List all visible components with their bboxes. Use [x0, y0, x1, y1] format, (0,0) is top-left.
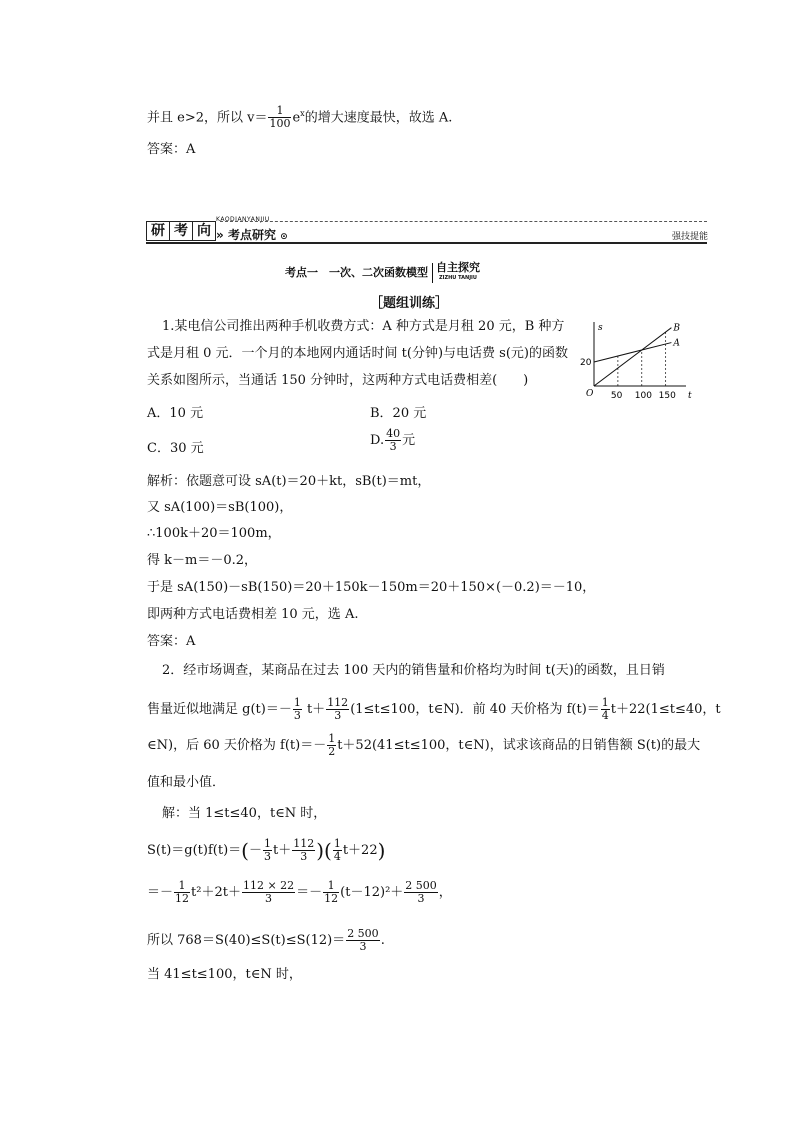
intro-line: 并且 e>2，所以 v＝ $\frac{1}{100}$ $e^x$的增大速度最快，故选 A.	[147, 104, 453, 131]
q1-answer: 答案：A	[147, 634, 196, 649]
group-title: ［题组训练］	[370, 296, 449, 311]
intro-answer: 答案：A	[147, 142, 196, 157]
q1-stem-2: 式是月租 0 元．一个月的本地网内通话时间 t(分钟)与电话费 s(元)的函数	[147, 346, 568, 361]
q1-solution-4: 得 k－m＝－0.2，	[147, 553, 258, 568]
fraction: $\frac{1}{100}$	[269, 104, 291, 131]
q1-solution-3: ∴100k＋20＝100m，	[147, 526, 281, 541]
series-label-B: B	[673, 323, 681, 334]
chevron-right-icon: »	[216, 228, 224, 242]
q1-option-d: D. $\frac{40}{3}$ 元	[370, 427, 416, 453]
origin-label: O	[586, 389, 594, 399]
banner-title: » 考点研究 ⊙	[216, 228, 288, 242]
intro-text-c: 的增大速度最快，故选 A.	[304, 110, 453, 126]
intro-text-a: 并且 e>2，所以 v＝	[147, 110, 268, 126]
q1-solution-1: 解析：依题意可设 sA(t)＝20＋kt，sB(t)＝mt，	[147, 474, 431, 489]
q1-option-a: A．10 元	[147, 406, 204, 421]
banner-dash-rule	[220, 221, 707, 222]
x-tick-label: 150	[658, 391, 676, 401]
series-label-A: A	[673, 338, 680, 349]
q1-option-b: B．20 元	[370, 406, 427, 421]
circle-arrow-icon: ⊙	[280, 232, 288, 242]
banner-right: 强技提能	[672, 232, 709, 242]
q1-solution-2: 又 sA(100)＝sB(100)，	[147, 500, 293, 515]
q2-line-3: ∈N)，后 60 天价格为 f(t)＝－ $\frac{1}{2}$ t＋52(41≤t≤100，t∈N)，试求该商品的日销售额 S(t)的最大	[147, 732, 701, 758]
q2-sol-2: S(t)＝g(t)f(t)＝(－ $\frac{1}{3}$ t＋ $\frac{112}{3}$ )( $\frac{1}{4}$ t＋22)	[147, 837, 386, 863]
banner-pinyin: KAODIANYANJIU	[216, 216, 270, 223]
q2-sol-4: 所以 768＝S(40)≤S(t)≤S(12)＝ $\frac{2 500}{3}$ .	[147, 927, 385, 953]
q1-solution-5: 于是 sA(150)－sB(150)＝20＋150k－150m＝20＋150×(－0.2)＝－10，	[147, 580, 596, 595]
section-title: 考点一 一次、二次函数模型 自主探究 ZIZHU TANJIU	[285, 261, 480, 281]
x-axis-label: t	[688, 391, 692, 401]
q2-line-4: 值和最小值．	[147, 775, 226, 790]
q2-sol-5: 当 41≤t≤100，t∈N 时，	[147, 967, 302, 982]
q1-chart	[574, 318, 690, 402]
q1-option-c: C．30 元	[147, 441, 204, 456]
banner-badge: 研 考 向	[146, 221, 216, 241]
y-axis-label: s	[598, 323, 603, 333]
q2-line-1: 2．经市场调查，某商品在过去 100 天内的销售量和价格均为时间 t(天)的函数，且日销	[162, 663, 665, 678]
q1-stem-3: 关系如图所示，当通话 150 分钟时，这两种方式电话费相差( )	[147, 373, 529, 388]
q2-sol-3: ＝－ $\frac{1}{12}$ t²＋2t＋ $\frac{112 \times 22}{3}$ ＝－ $\frac{1}{12}$ (t－12)²＋ $\frac{2 500}{3}$ ，	[147, 879, 452, 905]
x-tick-label: 100	[634, 391, 652, 401]
q2-sol-1: 解：当 1≤t≤40，t∈N 时，	[162, 806, 327, 821]
q2-line-2: 售量近似地满足 g(t)＝－ $\frac{1}{3}$ t＋ $\frac{112}{3}$ (1≤t≤100，t∈N)．前 40 天价格为 f(t)＝ $\frac{1}{4}$ t＋22(1≤t≤40，t	[147, 696, 721, 722]
series-line-A	[594, 343, 671, 362]
banner-rule	[146, 242, 707, 244]
x-tick-label: 50	[610, 391, 623, 401]
y-tick-label: 20	[580, 358, 592, 368]
q1-stem-1: 1.某电信公司推出两种手机收费方式：A 种方式是月租 20 元，B 种方	[162, 319, 565, 334]
series-line-B	[594, 328, 671, 386]
intro-text-b: e	[292, 110, 301, 126]
q1-solution-6: 即两种方式电话费相差 10 元，选 A.	[147, 607, 359, 622]
